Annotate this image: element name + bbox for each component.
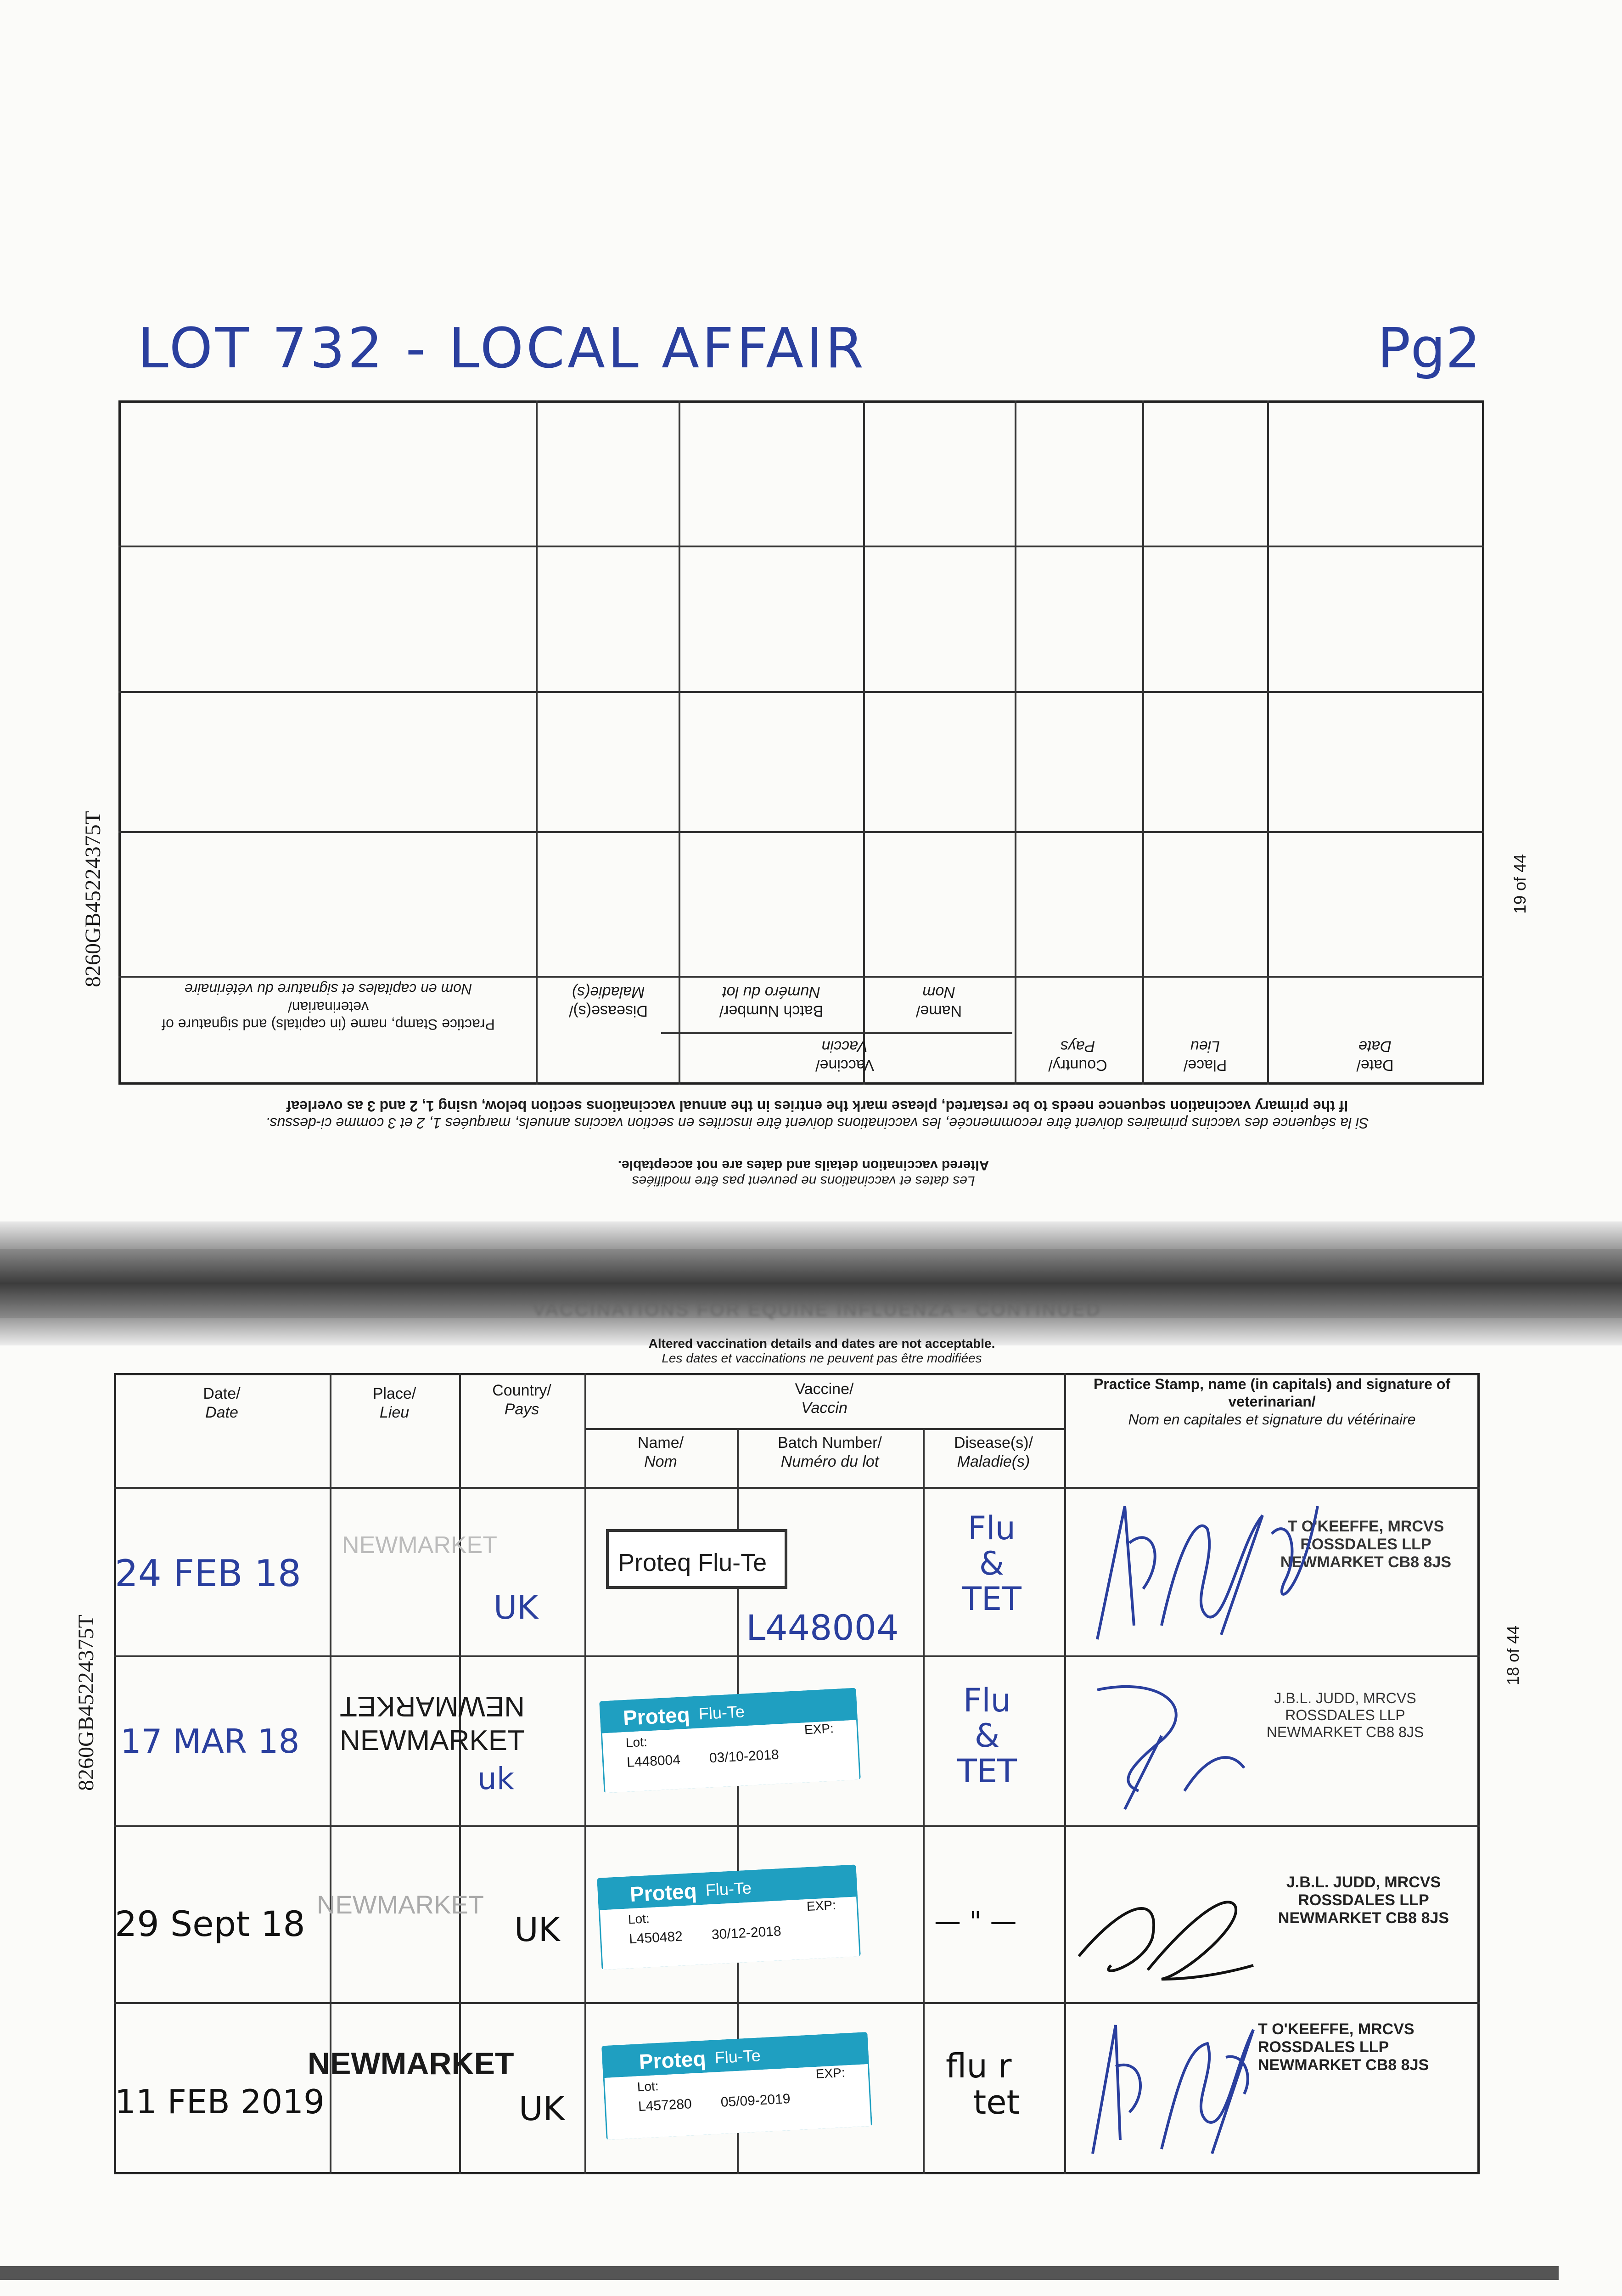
header-vaccine-name: Name/ Nom [637, 1434, 684, 1470]
lower-note-altered: Altered vaccination details and dates are not acceptable. Les dates et vaccinations ne peuvent pas être modifiées [648, 1336, 995, 1365]
row1-date: 24 FEB 18 [115, 1552, 301, 1595]
row2-country: uk [477, 1761, 515, 1796]
row1-diseases: Flu & TET [962, 1509, 1021, 1618]
lower-serial-number: 8260GB45224375T [74, 1615, 98, 1791]
row3-date: 29 Sept 18 [115, 1903, 305, 1944]
row4-signature [1070, 2002, 1272, 2167]
row1-practice-stamp: T O'KEEFFE, MRCVS ROSSDALES LLP NEWMARKET CB8 8JS [1280, 1518, 1452, 1571]
row2-place: NEWMARKET [340, 1725, 525, 1756]
row3-country: UK [514, 1910, 560, 1949]
row2-place-mirror: NEWMARKET [340, 1690, 525, 1722]
header-country: Country/ Pays [492, 1382, 551, 1418]
row3-signature [1070, 1864, 1272, 2002]
row1-place: NEWMARKET [342, 1532, 497, 1559]
row3-practice-stamp: J.B.L. JUDD, MRCVS ROSSDALES LLP NEWMARKET CB8 8JS [1278, 1874, 1449, 1927]
row3-place: NEWMARKET [317, 1890, 484, 1919]
upper-header-place: Place/ Lieu [1183, 1037, 1227, 1074]
upper-header-name: Name/ Nom [915, 983, 962, 1020]
row4-date: 11 FEB 2019 [115, 2082, 325, 2121]
row2-signature [1070, 1671, 1272, 1823]
upper-header-date: Date/ Date [1356, 1037, 1394, 1074]
row1-country: UK [494, 1589, 539, 1626]
upper-header-vaccine: Vaccine/ Vaccin [815, 1037, 874, 1074]
row3-diseases: — " — [934, 1906, 1017, 1937]
row4-practice-stamp: T O'KEEFFE, MRCVS ROSSDALES LLP NEWMARKET CB8 8JS [1258, 2020, 1429, 2074]
row3-vaccine-label: Proteq Flu-Te Lot: EXP: L450482 30/12-2018 [597, 1864, 861, 1970]
header-place: Place/ Lieu [372, 1385, 416, 1421]
header-date: Date/ Date [203, 1385, 241, 1421]
row4-place: NEWMARKET [308, 2046, 514, 2081]
upper-header-country: Country/ Pays [1048, 1037, 1107, 1074]
upper-header-practice: Practice Stamp, name (in capitals) and signature of veterinarian/ Nom en capitales et signature du vétérinaire [162, 981, 495, 1033]
row4-vaccine-label: Proteq Flu-Te Lot: EXP: L457280 05/09-2019 [601, 2032, 872, 2140]
upper-note-restart: Si la séquence des vaccins primaires doivent être recommencée, les vaccinations doivent être inscrites en section vaccins annuels, marquées 1, 2 et 3 comme ci-dessus. If the primary vaccination sequence needs to be restarted, please mark the entries in the annual vaccinations section below, using 1, 2 and 3 as overleaf [265, 1098, 1369, 1131]
row2-diseases: Flu & TET [957, 1682, 1017, 1790]
row1-vaccine-sticker: Proteq Flu-Te [606, 1529, 787, 1589]
header-vaccine: Vaccine/ Vaccin [795, 1380, 854, 1417]
lower-page-number: 18 of 44 [1504, 1625, 1522, 1685]
upper-header-disease: Disease(s)/ Maladie(s) [569, 983, 648, 1020]
row4-diseases: flu r tet [946, 2047, 1020, 2122]
row2-date: 17 MAR 18 [120, 1722, 300, 1761]
row1-signature [1070, 1488, 1345, 1653]
scan-edge [0, 2266, 1559, 2280]
spine-shadow-top [0, 1221, 1622, 1249]
section-title-blurred: VACCINATIONS FOR EQUINE INFLUENZA - CONTINUED [533, 1300, 1102, 1320]
handwritten-lot-title: LOT 732 - LOCAL AFFAIR [138, 317, 866, 381]
upper-serial-number: 8260GB45224375T [81, 811, 105, 987]
header-diseases: Disease(s)/ Maladie(s) [954, 1434, 1033, 1470]
upper-header-batch: Batch Number/ Numéro du lot [719, 983, 824, 1020]
row4-country: UK [519, 2089, 565, 2128]
upper-note-altered: Les dates et vaccinations ne peuvent pas être modifiées Altered vaccination details and dates are not acceptable. [617, 1158, 989, 1188]
row2-vaccine-label: Proteq Flu-Te Lot: EXP: L448004 03/10-2018 [599, 1688, 861, 1793]
row2-practice-stamp: J.B.L. JUDD, MRCVS ROSSDALES LLP NEWMARKET CB8 8JS [1266, 1690, 1424, 1740]
upper-page-number: 19 of 44 [1510, 854, 1529, 914]
row1-batch: L448004 [746, 1607, 899, 1648]
header-practice-stamp: Practice Stamp, name (in capitals) and signature of veterinarian/ Nom en capitales et signature du vétérinaire [1093, 1376, 1451, 1428]
handwritten-page-ref: Pg2 [1377, 317, 1481, 381]
header-batch-number: Batch Number/ Numéro du lot [778, 1434, 882, 1470]
